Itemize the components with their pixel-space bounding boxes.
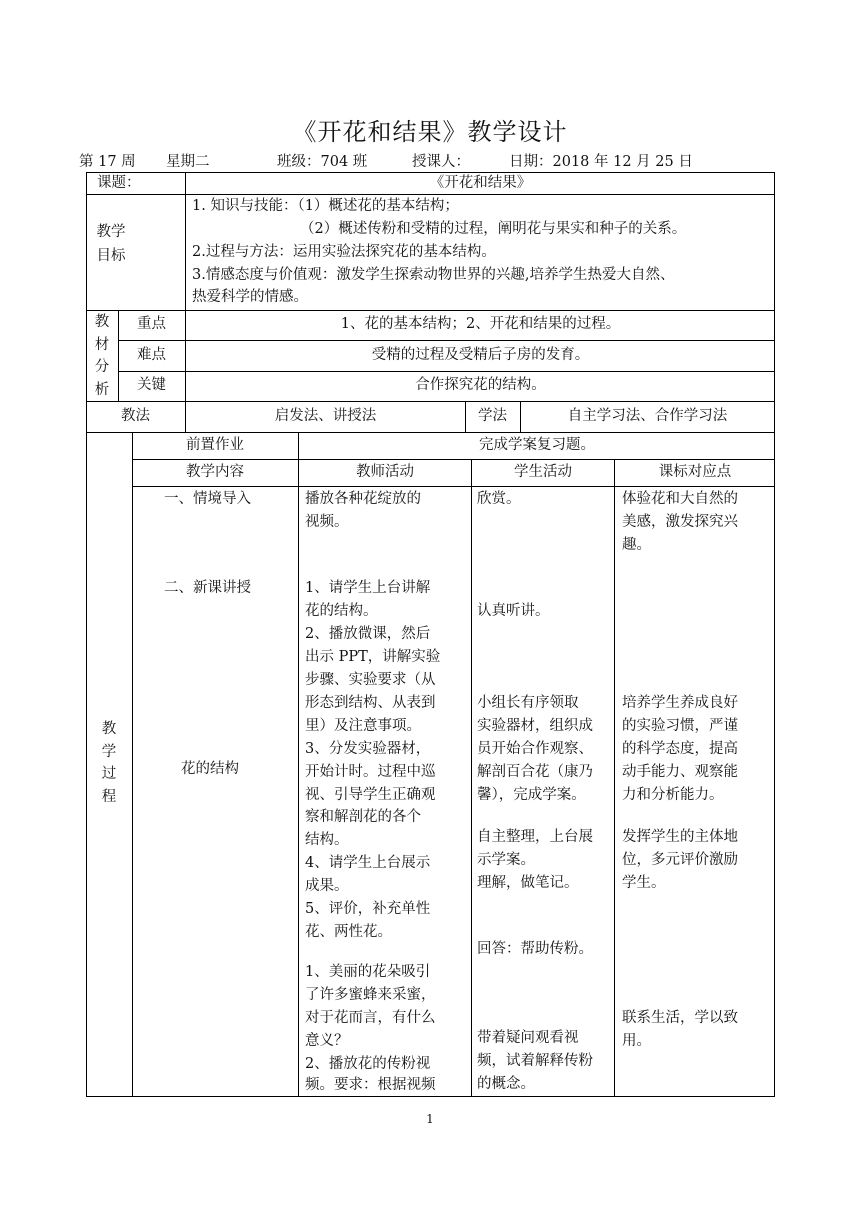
topic-value: 《开花和结果》	[429, 175, 532, 191]
teaching-method-value: 启发法、讲授法	[274, 408, 377, 424]
preview-value: 完成学案复习题。	[479, 437, 595, 453]
key-point-label: 重点	[137, 316, 166, 332]
header-teacher: 教师活动	[356, 464, 414, 480]
header-student: 学生活动	[514, 464, 572, 480]
header-standard: 课标对应点	[658, 464, 732, 480]
class-info: 班级：704 班	[277, 154, 368, 170]
key-point-value: 1、花的基本结构；2、开花和结果的过程。	[340, 316, 621, 332]
week: 第 17 周	[79, 154, 136, 170]
header-content: 教学内容	[186, 464, 244, 480]
process-label: 教 学 过 程	[101, 721, 117, 805]
teacher-info: 授课人：	[412, 154, 470, 170]
learning-method-value: 自主学习法、合作学习法	[567, 408, 728, 424]
difficulty-value: 受精的过程及受精后子房的发育。	[371, 347, 590, 363]
difficulty-label: 难点	[137, 347, 166, 363]
crux-label: 关键	[137, 377, 166, 393]
date-info: 日期：2018 年 12 月 25 日	[509, 154, 693, 170]
weekday: 星期二	[166, 154, 210, 170]
topic-label: 课题：	[97, 175, 141, 191]
objectives-label: 教学 目标	[96, 224, 126, 264]
teaching-method-label: 教法	[121, 408, 150, 424]
crux-value: 合作探究花的结构。	[415, 377, 546, 393]
page-number: 1	[426, 1112, 434, 1126]
preview-label: 前置作业	[186, 437, 244, 453]
analysis-label: 教 材 分 析	[94, 314, 110, 398]
learning-method-label: 学法	[478, 408, 507, 424]
document-title: 《开花和结果》教学设计	[292, 118, 568, 146]
